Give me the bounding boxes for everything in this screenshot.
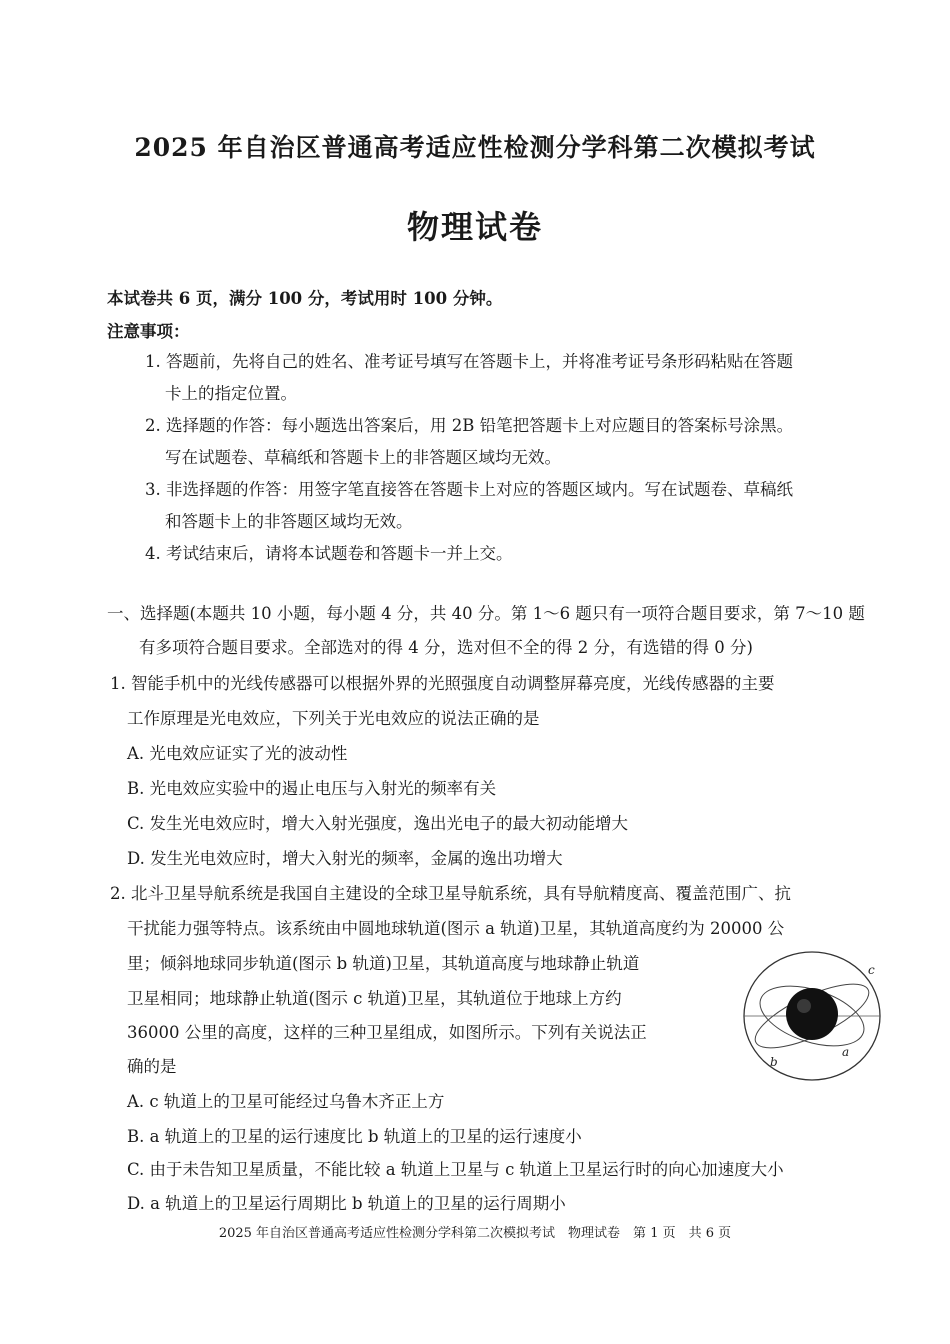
exam-title: 2025 年自治区普通高考适应性检测分学科第二次模拟考试 [134,133,816,162]
note-3-line-1: 3. 非选择题的作答：用签字笔直接答在答题卡上对应的答题区域内。写在试题卷、草稿纸 [145,480,793,499]
subject-title: 物理试卷 [406,208,543,246]
exam-info: 本试卷共 6 页，满分 100 分，考试用时 100 分钟。 [107,289,503,308]
q1-option-b: B. 光电效应实验中的遏止电压与入射光的频率有关 [127,779,497,798]
q2-option-a: A. c 轨道上的卫星可能经过乌鲁木齐正上方 [127,1092,445,1111]
earth [786,988,838,1040]
orbit-label-c: c [868,963,875,977]
q2-stem-line-1: 2. 北斗卫星导航系统是我国自主建设的全球卫星导航系统，具有导航精度高、覆盖范围广、抗 [110,884,791,903]
q2-option-b: B. a 轨道上的卫星的运行速度比 b 轨道上的卫星的运行速度小 [127,1127,582,1146]
earth-highlight [797,999,811,1013]
q1-stem-line-1: 1. 智能手机中的光线传感器可以根据外界的光照强度自动调整屏幕亮度，光线传感器的主要 [110,674,775,693]
q1-option-c: C. 发生光电效应时，增大入射光强度，逸出光电子的最大初动能增大 [127,814,629,833]
note-1-line-1: 1. 答题前，先将自己的姓名、准考证号填写在答题卡上，并将准考证号条形码粘贴在答题 [145,352,793,371]
q2-option-d: D. a 轨道上的卫星运行周期比 b 轨道上的卫星的运行周期小 [127,1194,566,1213]
note-1-line-2: 卡上的指定位置。 [165,384,297,403]
note-3-line-2: 和答题卡上的非答题区域均无效。 [165,512,413,531]
q1-option-d: D. 发生光电效应时，增大入射光的频率，金属的逸出功增大 [127,849,563,868]
note-4-line-1: 4. 考试结束后，请将本试题卷和答题卡一并上交。 [145,544,513,563]
q2-stem-line-5: 36000 公里的高度，这样的三种卫星组成，如图所示。下列有关说法正 [127,1023,647,1042]
section-1-heading-cont: 有多项符合题目要求。全部选对的得 4 分，选对但不全的得 2 分，有选错的得 0 分) [139,638,753,657]
orbit-label-b: b [770,1055,778,1069]
section-1-heading: 一、选择题(本题共 10 小题，每小题 4 分，共 40 分。第 1～6 题只有一项符合题目要求，第 7～10 题 [107,604,865,623]
page-footer: 2025 年自治区普通高考适应性检测分学科第二次模拟考试 物理试卷 第 1 页 共 6 页 [218,1226,732,1241]
note-2-line-2: 写在试题卷、草稿纸和答题卡上的非答题区域均无效。 [165,448,561,467]
orbit-diagram [738,946,886,1086]
notes-heading: 注意事项： [107,322,190,341]
q2-stem-line-4: 卫星相同；地球静止轨道(图示 c 轨道)卫星，其轨道位于地球上方约 [127,989,622,1008]
note-2-line-1: 2. 选择题的作答：每小题选出答案后，用 2B 铅笔把答题卡上对应题目的答案标号涂黑。 [145,416,794,435]
q1-option-a: A. 光电效应证实了光的波动性 [127,744,348,763]
q2-stem-line-2: 干扰能力强等特点。该系统由中圆地球轨道(图示 a 轨道)卫星，其轨道高度约为 20000 公 [127,919,785,938]
q2-stem-line-6: 确的是 [127,1057,177,1076]
q2-option-c: C. 由于未告知卫星质量，不能比较 a 轨道上卫星与 c 轨道上卫星运行时的向心加速度大小 [127,1160,784,1179]
q2-stem-line-3: 里；倾斜地球同步轨道(图示 b 轨道)卫星，其轨道高度与地球静止轨道 [127,954,640,973]
orbit-label-a: a [842,1045,850,1059]
q1-stem-line-2: 工作原理是光电效应，下列关于光电效应的说法正确的是 [127,709,540,728]
